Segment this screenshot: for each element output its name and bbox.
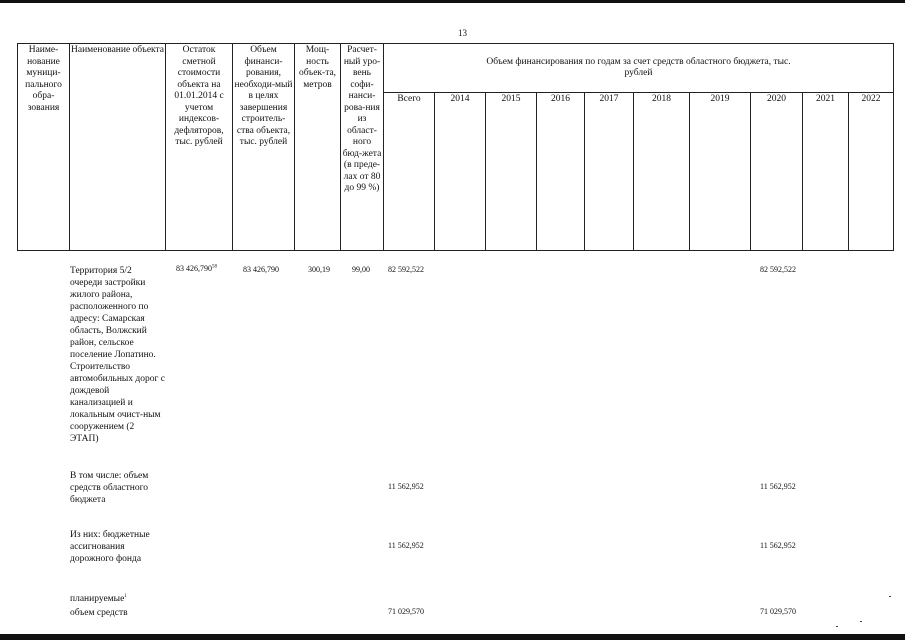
page-number: 13 — [458, 28, 467, 38]
remaining-cost-1 — [176, 264, 217, 273]
planned-footnote: 1 — [124, 594, 127, 599]
header-year-total: Всего — [384, 93, 435, 251]
header-year-2020: 2020 — [751, 93, 803, 251]
header-cofinancing-level: Расчет-ный уро-вень софи-нанси-рова-ния из област-ного бюд-жета (в преде-лах от 80 до 99 %) — [341, 44, 384, 251]
header-year-2022: 2022 — [849, 93, 894, 251]
object-name-4 — [70, 591, 165, 605]
total-3: 11 562,952 — [388, 541, 424, 550]
scan-speck — [836, 626, 838, 627]
header-object-name: Наименование объекта — [70, 44, 166, 251]
total-1: 82 592,522 — [388, 265, 424, 274]
object-name-3: Из них: бюджетные ассигнования дорожного фонда — [70, 530, 150, 564]
remaining-cost-footnote: 58 — [212, 264, 217, 270]
year-2020-1: 82 592,522 — [760, 265, 796, 274]
header-capacity: Мощ-ность объек-та, метров — [295, 44, 341, 251]
capacity-1: 300,19 — [308, 265, 330, 274]
header-year-2019: 2019 — [690, 93, 751, 251]
header-financing-volume: Объем финанси-рования, необходи-мый в целях завершения строитель-ства объекта, тыс. рублей — [233, 44, 295, 251]
year-2020-3: 11 562,952 — [760, 541, 796, 550]
remaining-cost-value: 83 426,790 — [176, 264, 212, 273]
header-table — [17, 43, 894, 251]
header-year-2014: 2014 — [435, 93, 486, 251]
header-remaining-cost: Остаток сметной стоимости объекта на 01.01.2014 с учетом индексов-дефляторов, тыс. рублей — [166, 44, 233, 251]
object-name-1: Территория 5/2 очереди застройки жилого района, расположенного по адресу: Самарская область, Волжский район, сельское поселение Лопатино. Строительство автомобильных дорог с дождевой канализацией и локальным очист-ным сооружением (2 ЭТАП) — [70, 266, 165, 444]
header-year-2016: 2016 — [537, 93, 585, 251]
object-name-2: В том числе: объем средств областного бюджета — [70, 471, 149, 505]
planned-label: планируемые — [70, 594, 125, 605]
year-2020-5: 71 029,570 — [760, 607, 796, 616]
bottom-border — [0, 634, 905, 640]
cofinancing-level-1: 99,00 — [352, 265, 370, 274]
top-border — [0, 0, 905, 3]
header-year-2018: 2018 — [634, 93, 690, 251]
total-2: 11 562,952 — [388, 482, 424, 491]
scan-speck — [860, 621, 862, 622]
header-year-2015: 2015 — [486, 93, 537, 251]
header-years-title: Объем финансирования по годам за счет средств областного бюджета, тыс. рублей — [384, 44, 894, 93]
header-year-2021: 2021 — [803, 93, 849, 251]
object-name-5: объем средств — [70, 608, 128, 618]
total-5: 71 029,570 — [388, 607, 424, 616]
header-year-2017: 2017 — [585, 93, 634, 251]
scan-speck — [889, 596, 891, 597]
year-2020-2: 11 562,952 — [760, 482, 796, 491]
header-municipality: Наиме-нование муници-пального обра-зования — [18, 44, 70, 251]
financing-volume-1: 83 426,790 — [243, 265, 279, 274]
